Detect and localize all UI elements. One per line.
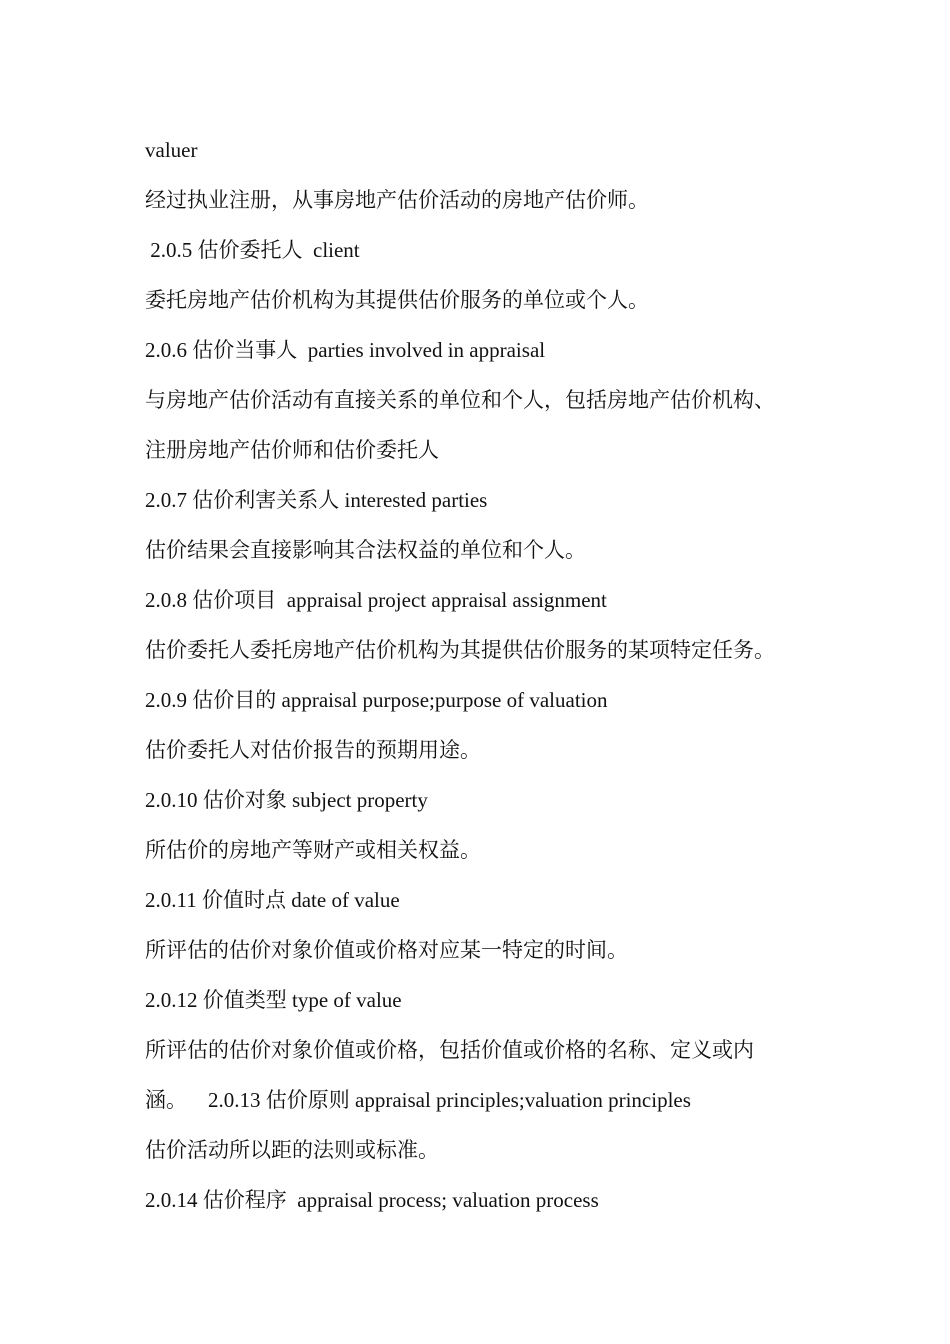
term-2-0-7-heading: 2.0.7 估价利害关系人 interested parties — [145, 488, 488, 512]
definition-type-of-value: 所评估的估价对象价值或价格，包括价值或价格的名称、定义或内 — [145, 1038, 754, 1062]
definition-appraisal-principles: 估价活动所以距的法则或标准。 — [145, 1138, 439, 1162]
term-2-0-6-heading: 2.0.6 估价当事人 parties involved in appraisal — [145, 338, 546, 362]
definition-interested-parties: 估价结果会直接影响其合法权益的单位和个人。 — [145, 538, 586, 562]
term-2-0-10-heading: 2.0.10 估价对象 subject property — [145, 788, 428, 812]
definition-client: 委托房地产估价机构为其提供估价服务的单位或个人。 — [145, 288, 649, 312]
definition-parties-line-2: 注册房地产估价师和估价委托人 — [145, 438, 439, 462]
term-2-0-9-heading: 2.0.9 估价目的 appraisal purpose;purpose of valuation — [145, 688, 608, 712]
text-line-valuer: valuer — [145, 138, 198, 162]
term-2-0-5-heading: 2.0.5 估价委托人 client — [145, 238, 360, 262]
term-2-0-14-heading: 2.0.14 估价程序 appraisal process; valuation process — [145, 1188, 599, 1212]
term-2-0-12-heading: 2.0.12 价值类型 type of value — [145, 988, 402, 1012]
definition-subject-property: 所估价的房地产等财产或相关权益。 — [145, 838, 481, 862]
definition-appraisal-project: 估价委托人委托房地产估价机构为其提供估价服务的某项特定任务。 — [145, 638, 775, 662]
term-2-0-11-heading: 2.0.11 价值时点 date of value — [145, 888, 400, 912]
term-2-0-8-heading: 2.0.8 估价项目 appraisal project appraisal assignment — [145, 588, 607, 612]
definition-parties-line-1: 与房地产估价活动有直接关系的单位和个人，包括房地产估价机构、 — [145, 388, 775, 412]
term-2-0-13-heading: 涵。 2.0.13 估价原则 appraisal principles;valuation principles — [145, 1088, 691, 1112]
definition-appraisal-purpose: 估价委托人对估价报告的预期用途。 — [145, 738, 481, 762]
definition-date-of-value: 所评估的估价对象价值或价格对应某一特定的时间。 — [145, 938, 628, 962]
definition-registered-valuer: 经过执业注册，从事房地产估价活动的房地产估价师。 — [145, 188, 649, 212]
